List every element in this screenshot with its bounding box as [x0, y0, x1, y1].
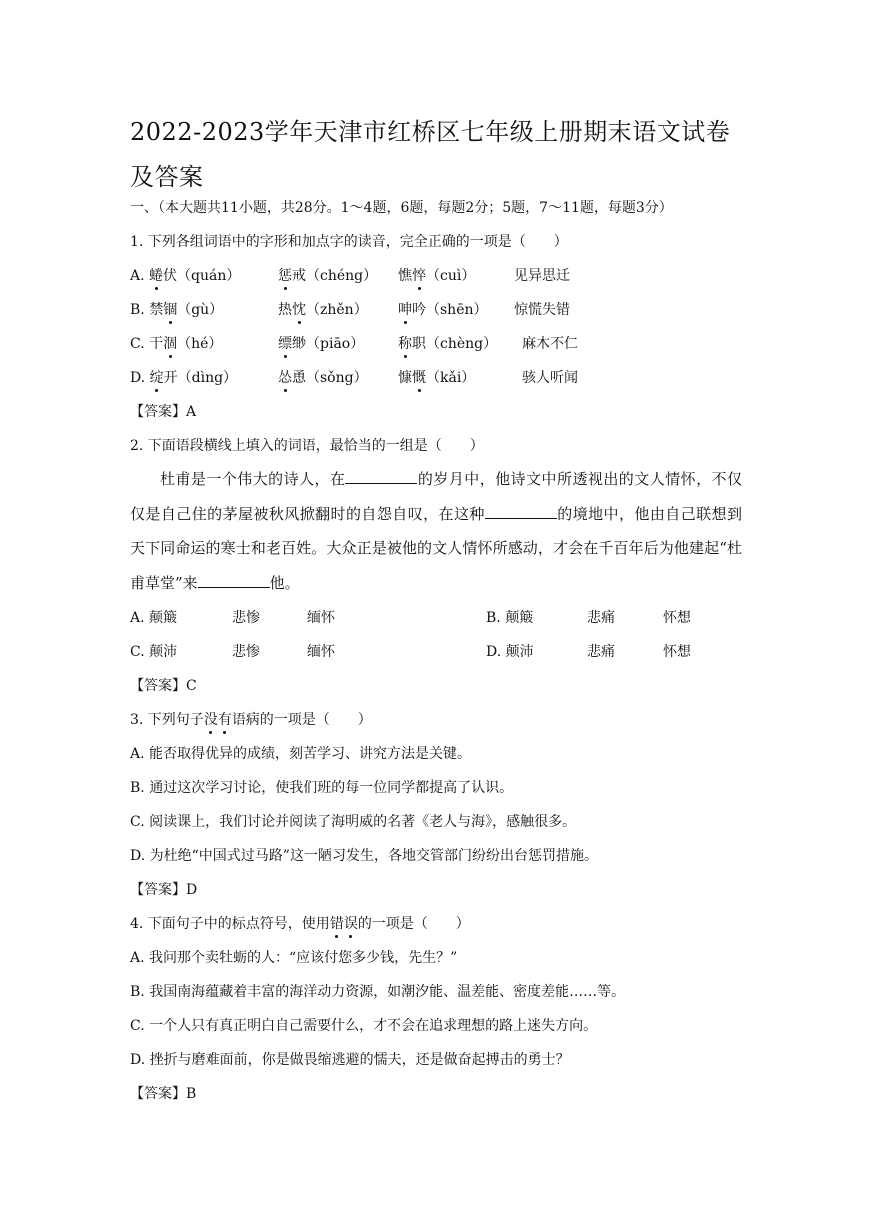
q4-option-c: C. 一个人只有真正明白自己需要什么，才不会在追求理想的路上迷失方向。 — [130, 1018, 598, 1034]
q1-option-c-word4: 麻木不仁 — [522, 336, 578, 352]
q1-answer: 【答案】A — [130, 404, 197, 420]
q2-blank-2 — [485, 504, 557, 519]
question-2-stem: 2. 下面语段横线上填入的词语，最恰当的一组是（ ） — [130, 438, 484, 454]
q2-option-b: B. 颠簸 — [486, 610, 534, 626]
q2-option-c: C. 颠沛 — [130, 644, 178, 660]
q2-answer: 【答案】C — [130, 678, 197, 694]
question-4-stem: 4. 下面句子中的标点符号，使用错误的一项是（ ） — [130, 916, 470, 932]
q2-option-d: D. 颠沛 — [486, 644, 534, 660]
q1-option-a-word2: 惩戒（chéng） — [278, 268, 378, 284]
q2-option-b-word3: 怀想 — [663, 610, 691, 626]
q2-option-c-word2: 悲惨 — [232, 644, 260, 660]
section-heading: 一、（本大题共11小题，共28分。1～4题，6题，每题2分；5题，7～11题，每题3分） — [130, 200, 673, 216]
q1-option-a-word4: 见异思迁 — [514, 268, 570, 284]
q2-blank-3 — [198, 573, 270, 588]
q1-option-a-word3: 憔悴（cuì） — [398, 268, 476, 284]
q2-blank-1 — [345, 469, 417, 484]
q4-answer: 【答案】B — [130, 1086, 197, 1102]
q1-option-d-word4: 骇人听闻 — [522, 370, 578, 386]
q1-option-d: D. 绽开（dìng） — [130, 370, 238, 386]
q2-option-b-word2: 悲痛 — [587, 610, 615, 626]
q2-option-a-word3: 缅怀 — [307, 610, 335, 626]
question-1-stem: 1. 下列各组词语中的字形和加点字的读音，完全正确的一项是（ ） — [130, 234, 568, 250]
q3-answer: 【答案】D — [130, 882, 198, 898]
q1-option-d-word3: 慷慨（kǎi） — [398, 370, 476, 386]
q2-option-d-word3: 怀想 — [663, 644, 691, 660]
q4-option-a: A. 我问那个卖牡蛎的人：“应该付您多少钱，先生？” — [130, 950, 458, 966]
q1-option-c: C. 干涸（hé） — [130, 336, 223, 352]
q1-option-b-word3: 呻吟（shēn） — [398, 302, 488, 318]
q2-passage: 杜甫是一个伟大的诗人，在 的岁月中，他诗文中所透视出的文人情怀，不仅仅是自己住的茅屋被秋风掀翻时的自怨自叹，在这种 的境地中，他由自己联想到天下同命运的寒士和老百姓。大众正是被他的文人情怀所感动，才会在千百年后为他建起“杜甫草堂”来 他。 — [130, 470, 742, 592]
q1-option-d-word2: 怂恿（sǒng） — [278, 370, 368, 386]
q3-option-d: D. 为杜绝“中国式过马路”这一陋习发生，各地交管部门纷纷出台惩罚措施。 — [130, 848, 598, 864]
q3-option-a: A. 能否取得优异的成绩，刻苦学习、讲究方法是关键。 — [130, 746, 472, 762]
q2-option-d-word2: 悲痛 — [587, 644, 615, 660]
q2-option-c-word3: 缅怀 — [307, 644, 335, 660]
q2-option-a: A. 颠簸 — [130, 610, 178, 626]
q3-option-b: B. 通过这次学习讨论，使我们班的每一位同学都提高了认识。 — [130, 780, 514, 796]
document-title: 2022-2023学年天津市红桥区七年级上册期末语文试卷及答案 — [130, 118, 731, 191]
q4-option-d: D. 挫折与磨难面前，你是做畏缩逃避的懦夫，还是做奋起搏击的勇士？ — [130, 1052, 570, 1068]
q3-option-c: C. 阅读课上，我们讨论并阅读了海明威的名著《老人与海》，感触很多。 — [130, 814, 577, 830]
q2-option-a-word2: 悲惨 — [232, 610, 260, 626]
question-3-stem: 3. 下列句子没有语病的一项是（ ） — [130, 712, 372, 728]
q1-option-b-word4: 惊慌失错 — [514, 302, 570, 318]
q1-option-b: B. 禁锢（gù） — [130, 302, 224, 318]
q1-option-a: A. 蜷伏（quán） — [130, 268, 241, 284]
q1-option-c-word3: 称职（chèng） — [398, 336, 498, 352]
q1-option-b-word2: 热忱（zhěn） — [278, 302, 368, 318]
q4-option-b: B. 我国南海蕴藏着丰富的海洋动力资源，如潮汐能、温差能、密度差能……等。 — [130, 984, 626, 1000]
q1-option-c-word2: 缥缈（piāo） — [278, 336, 365, 352]
